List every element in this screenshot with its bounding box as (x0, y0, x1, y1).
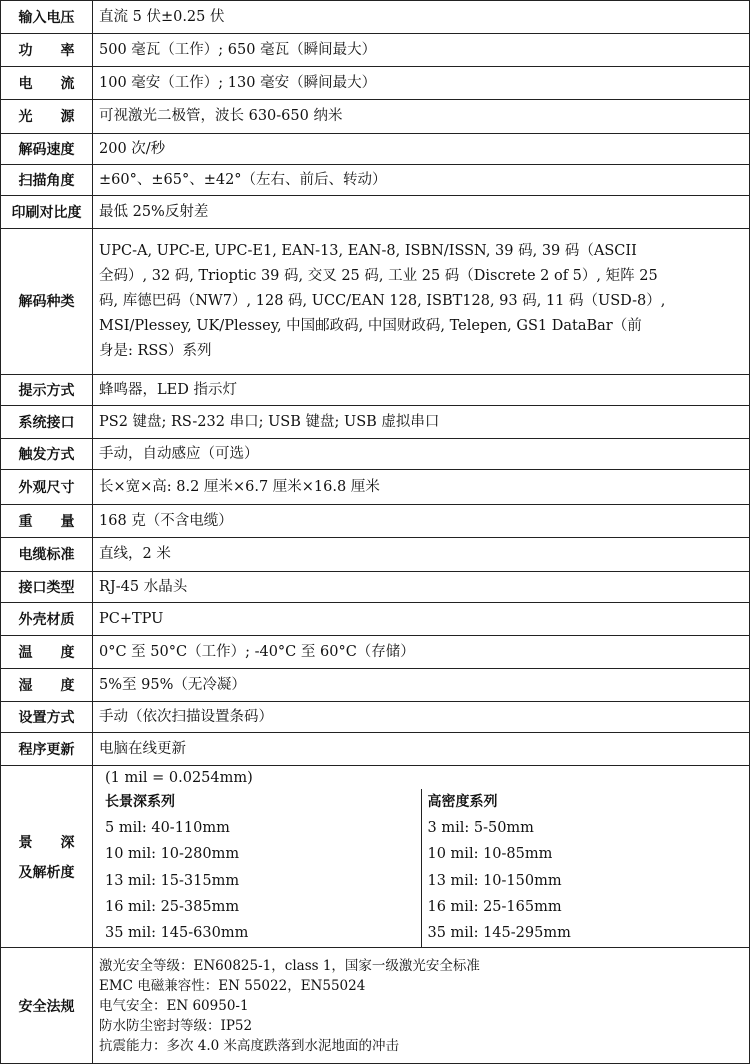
spec-row (1, 133, 750, 164)
spec-value: PC+TPU (93, 602, 750, 635)
spec-row (1, 67, 750, 100)
spec-row (1, 405, 750, 438)
long-depth-item: 35 mil: 145-630mm (105, 925, 249, 942)
spec-value: 蜂鸣器，LED 指示灯 (93, 374, 750, 405)
spec-body (1, 1, 750, 1064)
spec-value: ±60°、±65°、±42°（左右、前后、转动） (93, 164, 750, 195)
spec-row (1, 1, 750, 34)
spec-row (1, 228, 750, 374)
spec-row (1, 100, 750, 133)
long-depth-item: 16 mil: 25-385mm (105, 898, 240, 915)
spec-value: 直流 5 伏±0.25 伏 (93, 1, 750, 34)
spec-row (1, 374, 750, 405)
spec-label: 提示方式 (1, 374, 93, 405)
spec-value: RJ-45 水晶头 (93, 571, 750, 602)
spec-label: 扫描角度 (1, 164, 93, 195)
spec-value: 5%至 95%（无冷凝） (93, 668, 750, 701)
spec-value: 长×宽×高: 8.2 厘米×6.7 厘米×16.8 厘米 (93, 470, 750, 505)
spec-value-multiline (93, 228, 750, 374)
spec-label: 光 源 (1, 100, 93, 133)
long-depth-title: 长景深系列 (105, 793, 175, 810)
spec-label: 重 量 (1, 505, 93, 538)
depth-row (1, 766, 750, 948)
spec-label: 温 度 (1, 635, 93, 668)
high-density-item: 16 mil: 25-165mm (427, 898, 562, 915)
safety-label: 安全法规 (1, 948, 93, 1064)
spec-value-line: UPC-A, UPC-E, UPC-E1, EAN-13, EAN-8, ISBN/ISSN, 39 码, 39 码（ASCII (99, 242, 637, 259)
spec-value: 100 毫安（工作）; 130 毫安（瞬间最大） (93, 67, 750, 100)
safety-row (1, 948, 750, 1064)
spec-value-line: MSI/Plessey, UK/Plessey, 中国邮政码, 中国财政码, Telepen, GS1 DataBar（前 (99, 317, 642, 334)
spec-value: 手动（依次扫描设置条码） (93, 702, 750, 733)
spec-row (1, 702, 750, 733)
spec-label: 解码速度 (1, 133, 93, 164)
depth-label-line1: 景 深 (18, 834, 75, 851)
spec-value: 0°C 至 50°C（工作）; -40°C 至 60°C（存储） (93, 635, 750, 668)
spec-row (1, 438, 750, 469)
spec-label: 电 流 (1, 67, 93, 100)
spec-label: 湿 度 (1, 668, 93, 701)
high-density-column (421, 789, 744, 947)
spec-label: 接口类型 (1, 571, 93, 602)
safety-line: 激光安全等级：EN60825-1，class 1，国家一级激光安全标准 (99, 957, 480, 974)
spec-row (1, 195, 750, 228)
depth-label (1, 766, 93, 948)
spec-value: PS2 键盘; RS-232 串口; USB 键盘; USB 虚拟串口 (93, 405, 750, 438)
spec-label: 触发方式 (1, 438, 93, 469)
spec-value: 200 次/秒 (93, 133, 750, 164)
spec-row (1, 733, 750, 766)
spec-label: 外观尺寸 (1, 470, 93, 505)
mil-note: (1 mil = 0.0254mm) (105, 769, 253, 786)
spec-value: 最低 25%反射差 (93, 195, 750, 228)
spec-value: 手动，自动感应（可选） (93, 438, 750, 469)
spec-value-line: 全码）, 32 码, Trioptic 39 码, 交叉 25 码, 工业 25 码（Discrete 2 of 5）, 矩阵 25 (99, 267, 658, 284)
spec-row (1, 34, 750, 67)
long-depth-item: 5 mil: 40-110mm (105, 820, 230, 837)
spec-label: 程序更新 (1, 733, 93, 766)
spec-label: 设置方式 (1, 702, 93, 733)
spec-value: 500 毫瓦（工作）; 650 毫瓦（瞬间最大） (93, 34, 750, 67)
spec-row (1, 668, 750, 701)
spec-value-line: 码, 库德巴码（NW7）, 128 码, UCC/EAN 128, ISBT128, 93 码, 11 码（USD-8）, (99, 292, 666, 309)
safety-line: 抗震能力：多次 4.0 米高度跌落到水泥地面的冲击 (99, 1037, 400, 1054)
high-density-item: 13 mil: 10-150mm (427, 872, 562, 889)
safety-line: 防水防尘密封等级：IP52 (99, 1017, 253, 1034)
spec-row (1, 602, 750, 635)
depth-columns (99, 789, 743, 947)
high-density-item: 3 mil: 5-50mm (427, 820, 534, 837)
spec-value: 直线，2 米 (93, 538, 750, 571)
spec-row (1, 635, 750, 668)
spec-value: 电脑在线更新 (93, 733, 750, 766)
spec-label: 功 率 (1, 34, 93, 67)
spec-label: 解码种类 (1, 228, 93, 374)
high-density-title: 高密度系列 (427, 793, 498, 810)
long-depth-item: 10 mil: 10-280mm (105, 846, 240, 863)
spec-value: 可视激光二极管，波长 630-650 纳米 (93, 100, 750, 133)
spec-value: 168 克（不含电缆） (93, 505, 750, 538)
spec-label: 输入电压 (1, 1, 93, 34)
depth-value (93, 766, 750, 948)
spec-row (1, 164, 750, 195)
spec-row (1, 470, 750, 505)
spec-label: 系统接口 (1, 405, 93, 438)
high-density-item: 35 mil: 145-295mm (427, 925, 571, 942)
long-depth-item: 13 mil: 15-315mm (105, 872, 240, 889)
spec-label: 外壳材质 (1, 602, 93, 635)
safety-line: 电气安全：EN 60950-1 (99, 997, 249, 1014)
spec-label: 印刷对比度 (1, 195, 93, 228)
long-depth-column (99, 789, 421, 947)
safety-value (93, 948, 750, 1064)
depth-label-line2: 及解析度 (18, 864, 75, 881)
high-density-item: 10 mil: 10-85mm (427, 846, 553, 863)
spec-label: 电缆标准 (1, 538, 93, 571)
spec-row (1, 505, 750, 538)
spec-row (1, 538, 750, 571)
spec-value-line: 身是: RSS）系列 (99, 342, 212, 359)
safety-line: EMC 电磁兼容性：EN 55022，EN55024 (99, 977, 366, 994)
spec-row (1, 571, 750, 602)
